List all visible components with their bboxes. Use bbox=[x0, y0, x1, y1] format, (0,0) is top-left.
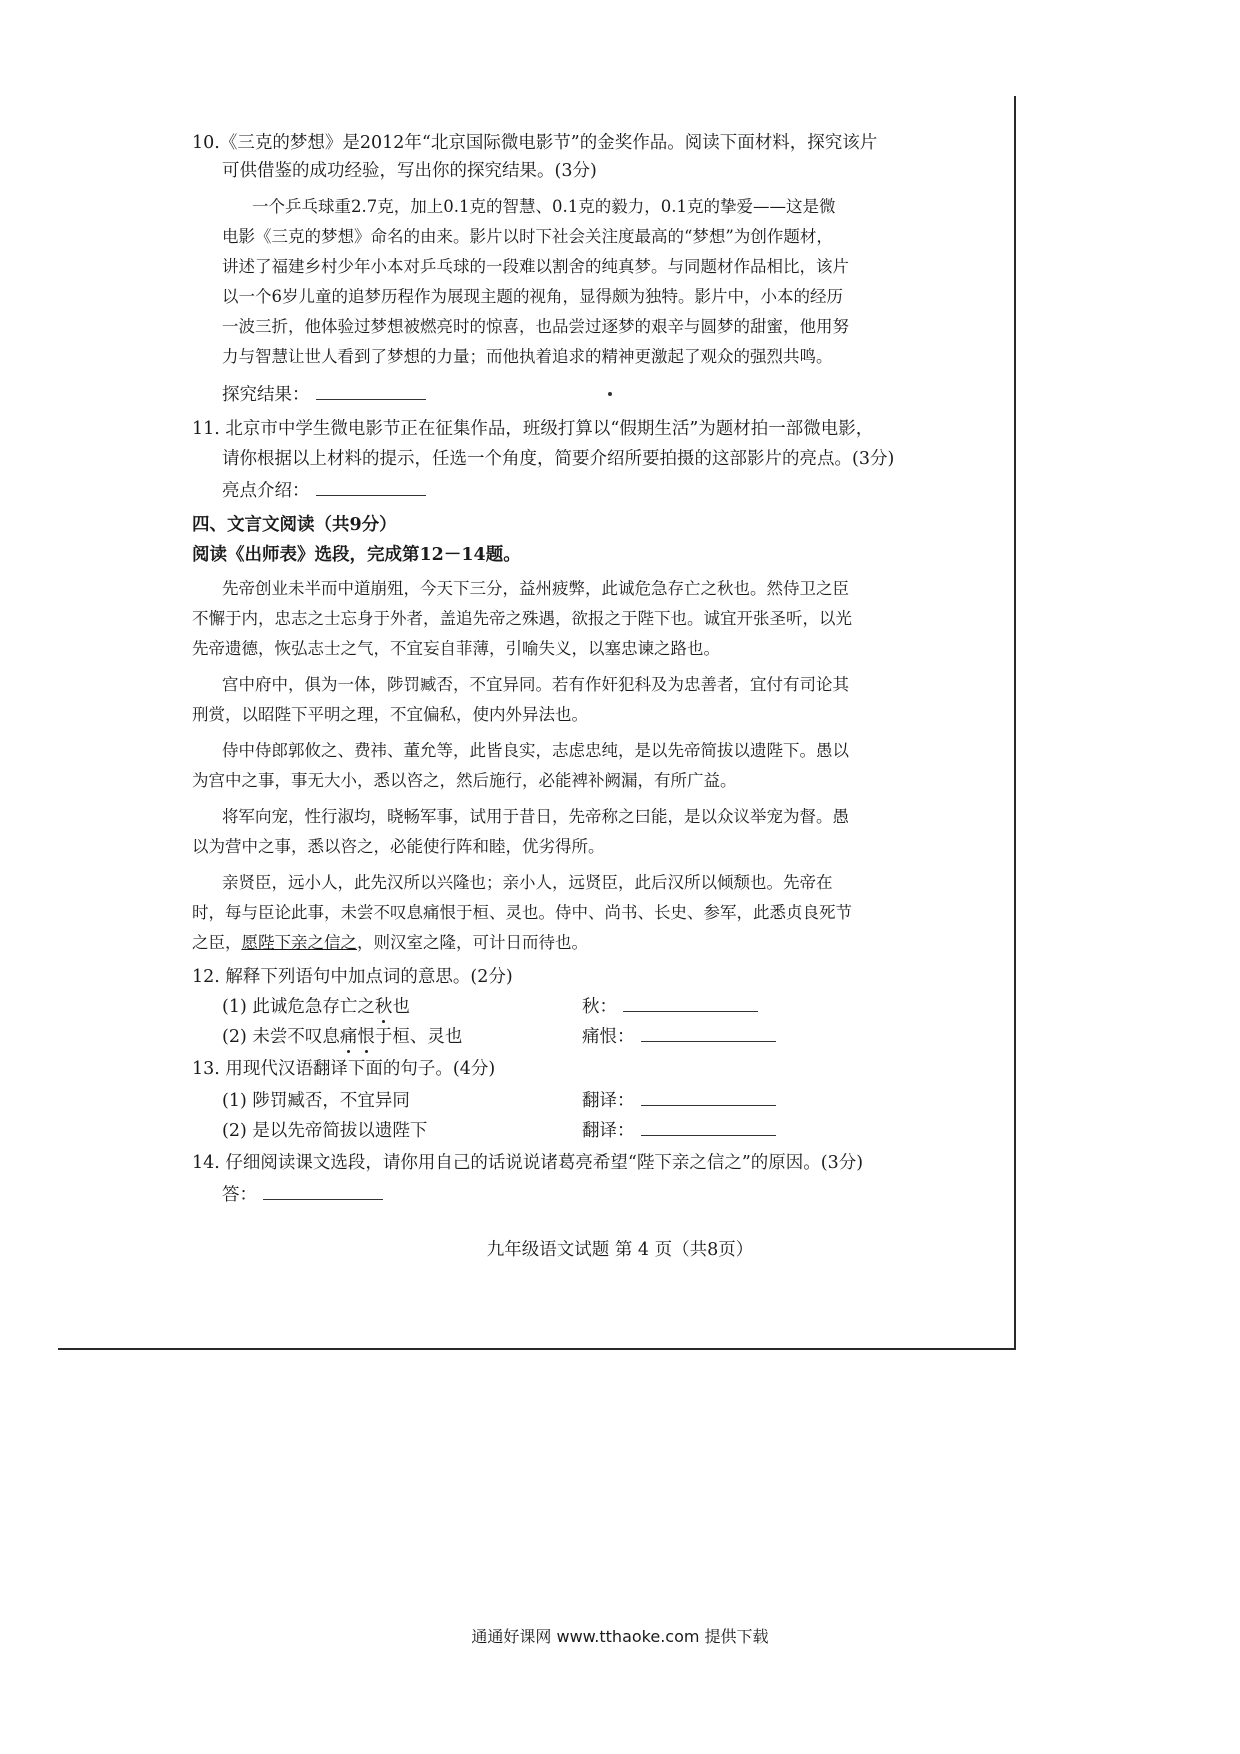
q11-answer-blank[interactable] bbox=[316, 480, 426, 496]
underlined-sentence: 愿陛下亲之信之 bbox=[241, 933, 357, 952]
q13-item-2-label: 翻译： bbox=[582, 1121, 635, 1141]
q13-item-1: (1) 陟罚臧否，不宜异同 bbox=[222, 1091, 410, 1111]
q11-stem-line-1: 11. 北京市中学生微电影节正在征集作品，班级打算以“假期生活”为题材拍一部微电影， bbox=[192, 419, 874, 439]
q10-material-line: 一个乒乓球重2.7克，加上0.1克的智慧、0.1克的毅力，0.1克的挚爱——这是微 bbox=[252, 197, 836, 216]
section-heading: 四、文言文阅读（共9分） bbox=[192, 515, 397, 535]
q12-item-2-text: 于桓、灵也 bbox=[374, 1027, 463, 1047]
passage-line: 宫中府中，俱为一体，陟罚臧否，不宜异同。若有作奸犯科及为忠善者，宜付有司论其 bbox=[222, 675, 849, 694]
q10-material-line: 讲述了福建乡村少年小本对乒乓球的一段难以割舍的纯真梦。与同题材作品相比，该片 bbox=[222, 257, 849, 276]
q12-item-2-answer bbox=[582, 1026, 776, 1048]
passage-line: 不懈于内，忠志之士忘身于外者，盖追先帝之殊遇，欲报之于陛下也。诚宜开张圣听，以光 bbox=[192, 609, 852, 628]
q11-stem-line-2: 请你根据以上材料的提示，任选一个角度，简要介绍所要拍摄的这部影片的亮点。(3分) bbox=[222, 449, 895, 469]
q11-answer-label: 亮点介绍： bbox=[222, 481, 310, 501]
passage-line: 侍中侍郎郭攸之、费祎、董允等，此皆良实，志虑忠纯，是以先帝简拔以遗陛下。愚以 bbox=[222, 741, 849, 760]
q10-material-line: 以一个6岁儿童的追梦历程作为展现主题的视角，显得颇为独特。影片中，小本的经历 bbox=[222, 287, 843, 306]
q10-answer-row bbox=[222, 384, 426, 406]
page-footer: 九年级语文试题 第 4 页（共8页） bbox=[486, 1240, 754, 1260]
passage-line: 以为营中之事，悉以咨之，必能使行阵和睦，优劣得所。 bbox=[192, 837, 605, 856]
q13-item-2-answer bbox=[582, 1120, 776, 1142]
dotted-word: 痛 bbox=[339, 1027, 358, 1047]
q12-item-1 bbox=[222, 996, 410, 1018]
scan-frame-bottom-edge bbox=[58, 1348, 1016, 1350]
q12-item-1-label: 秋： bbox=[582, 997, 617, 1017]
download-credit: 通通好课网 www.tthaoke.com 提供下载 bbox=[471, 1627, 769, 1646]
q12-item-1-answer bbox=[582, 996, 758, 1018]
passage-line: 时，每与臣论此事，未尝不叹息痛恨于桓、灵也。侍中、尚书、长史、参军，此悉贞良死节 bbox=[192, 903, 852, 922]
q12-item-1-text: (1) 此诚危急存亡之 bbox=[222, 997, 375, 1017]
scan-frame-right-edge bbox=[1014, 96, 1016, 1350]
dotted-word: 恨 bbox=[357, 1027, 375, 1047]
q11-answer-row bbox=[222, 480, 426, 502]
passage-line bbox=[192, 932, 588, 954]
q10-answer-label: 探究结果： bbox=[222, 385, 310, 405]
passage-line: 刑赏，以昭陛下平明之理，不宜偏私，使内外异法也。 bbox=[192, 705, 588, 724]
q12-stem: 12. 解释下列语句中加点词的意思。(2分) bbox=[192, 967, 513, 987]
q12-item-2-blank[interactable] bbox=[641, 1026, 776, 1042]
q14-stem: 14. 仔细阅读课文选段，请你用自己的话说说诸葛亮希望“陛下亲之信之”的原因。(3分) bbox=[192, 1153, 864, 1173]
q12-item-2-label: 痛恨： bbox=[582, 1027, 635, 1047]
scan-speck bbox=[608, 392, 612, 396]
passage-line: 先帝创业未半而中道崩殂，今天下三分，益州疲弊，此诚危急存亡之秋也。然侍卫之臣 bbox=[222, 579, 849, 598]
q13-item-1-label: 翻译： bbox=[582, 1091, 635, 1111]
q14-answer-row bbox=[222, 1184, 383, 1206]
q10-stem-line-1: 10.《三克的梦想》是2012年“北京国际微电影节”的金奖作品。阅读下面材料，探究该片 bbox=[192, 133, 878, 153]
q13-item-2-blank[interactable] bbox=[641, 1120, 776, 1136]
passage-line: 为宫中之事，事无大小，悉以咨之，然后施行，必能裨补阙漏，有所广益。 bbox=[192, 771, 737, 790]
q10-material-line: 电影《三克的梦想》命名的由来。影片以时下社会关注度最高的“梦想”为创作题材， bbox=[222, 227, 833, 246]
q12-item-1-text: 也 bbox=[392, 997, 410, 1017]
q13-item-1-blank[interactable] bbox=[641, 1090, 776, 1106]
q13-item-2: (2) 是以先帝简拔以遗陛下 bbox=[222, 1121, 428, 1141]
q12-item-2-text: (2) 未尝不叹息 bbox=[222, 1027, 340, 1047]
section-instruction: 阅读《出师表》选段，完成第12－14题。 bbox=[192, 545, 521, 565]
q10-stem-line-2: 可供借鉴的成功经验，写出你的探究结果。(3分) bbox=[222, 161, 597, 181]
q12-item-2 bbox=[222, 1026, 462, 1048]
dotted-word: 秋 bbox=[374, 997, 393, 1017]
passage-text: 之臣， bbox=[192, 933, 242, 952]
q13-item-1-answer bbox=[582, 1090, 776, 1112]
passage-line: 先帝遗德，恢弘志士之气，不宜妄自菲薄，引喻失义，以塞忠谏之路也。 bbox=[192, 639, 720, 658]
q14-answer-label: 答： bbox=[222, 1185, 257, 1205]
q10-material-line: 力与智慧让世人看到了梦想的力量；而他执着追求的精神更激起了观众的强烈共鸣。 bbox=[222, 347, 833, 366]
q12-item-1-blank[interactable] bbox=[623, 996, 758, 1012]
q14-answer-blank[interactable] bbox=[263, 1184, 383, 1200]
q10-material-line: 一波三折，他体验过梦想被燃亮时的惊喜，也品尝过逐梦的艰辛与圆梦的甜蜜，他用努 bbox=[222, 317, 849, 336]
passage-line: 亲贤臣，远小人，此先汉所以兴隆也；亲小人，远贤臣，此后汉所以倾颓也。先帝在 bbox=[222, 873, 833, 892]
q10-answer-blank[interactable] bbox=[316, 384, 426, 400]
passage-line: 将军向宠，性行淑均，晓畅军事，试用于昔日，先帝称之曰能，是以众议举宠为督。愚 bbox=[222, 807, 849, 826]
q13-stem: 13. 用现代汉语翻译下面的句子。(4分) bbox=[192, 1059, 496, 1079]
passage-text: ，则汉室之隆，可计日而待也。 bbox=[357, 933, 588, 952]
